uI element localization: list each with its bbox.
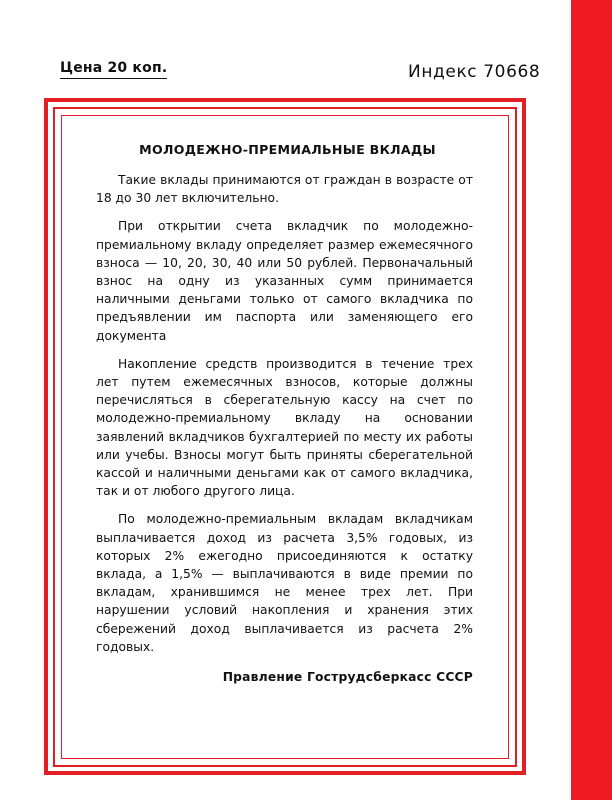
index-label: Индекс 70668 (408, 62, 541, 82)
document-title: МОЛОДЕЖНО-ПРЕМИАЛЬНЫЕ ВКЛАДЫ (139, 142, 436, 157)
document-body (96, 142, 473, 684)
right-red-strip (571, 0, 612, 800)
paragraph-age: Такие вклады принимаются от граждан в возрасте от 18 до 30 лет включительно. (96, 173, 473, 206)
price-label: Цена 20 коп. (60, 60, 167, 79)
paragraph-income: По молодежно-премиальным вкладам вкладчикам выплачивается доход из расчета 3,5% годовых, из которых 2% ежегодно присоединяются к остатку вклада, а 1,5% — выплачиваются в виде премии по вкладам, хранившимся не менее трех лет. При нарушении условий накопления и хранения этих сбережений доход выплачивается из расчета 2% годовых. (96, 512, 473, 654)
signature: Правление Гострудсберкасс СССР (222, 670, 473, 685)
paragraph-accumulation: Накопление средств производится в течение трех лет путем ежемесячных взносов, которые должны перечисляться в сберегательную кассу на счет по молодежно-премиальному вкладу на основании заявлений вкладчиков бухгалтерией по месту их работы или учебы. Взносы могут быть приняты сберегательной кассой и наличными деньгами как от самого вкладчика, так и от любого другого лица. (96, 356, 473, 499)
paragraph-opening: При открытии счета вкладчик по молодежно-премиальному вкладу определяет размер ежемесячного взноса — 10, 20, 30, 40 или 50 рублей. Первоначальный взнос на одну из указанных сумм принимается наличными деньгами только от самого вкладчика по предъявлении им паспорта или заменяющего его документа (96, 219, 473, 343)
